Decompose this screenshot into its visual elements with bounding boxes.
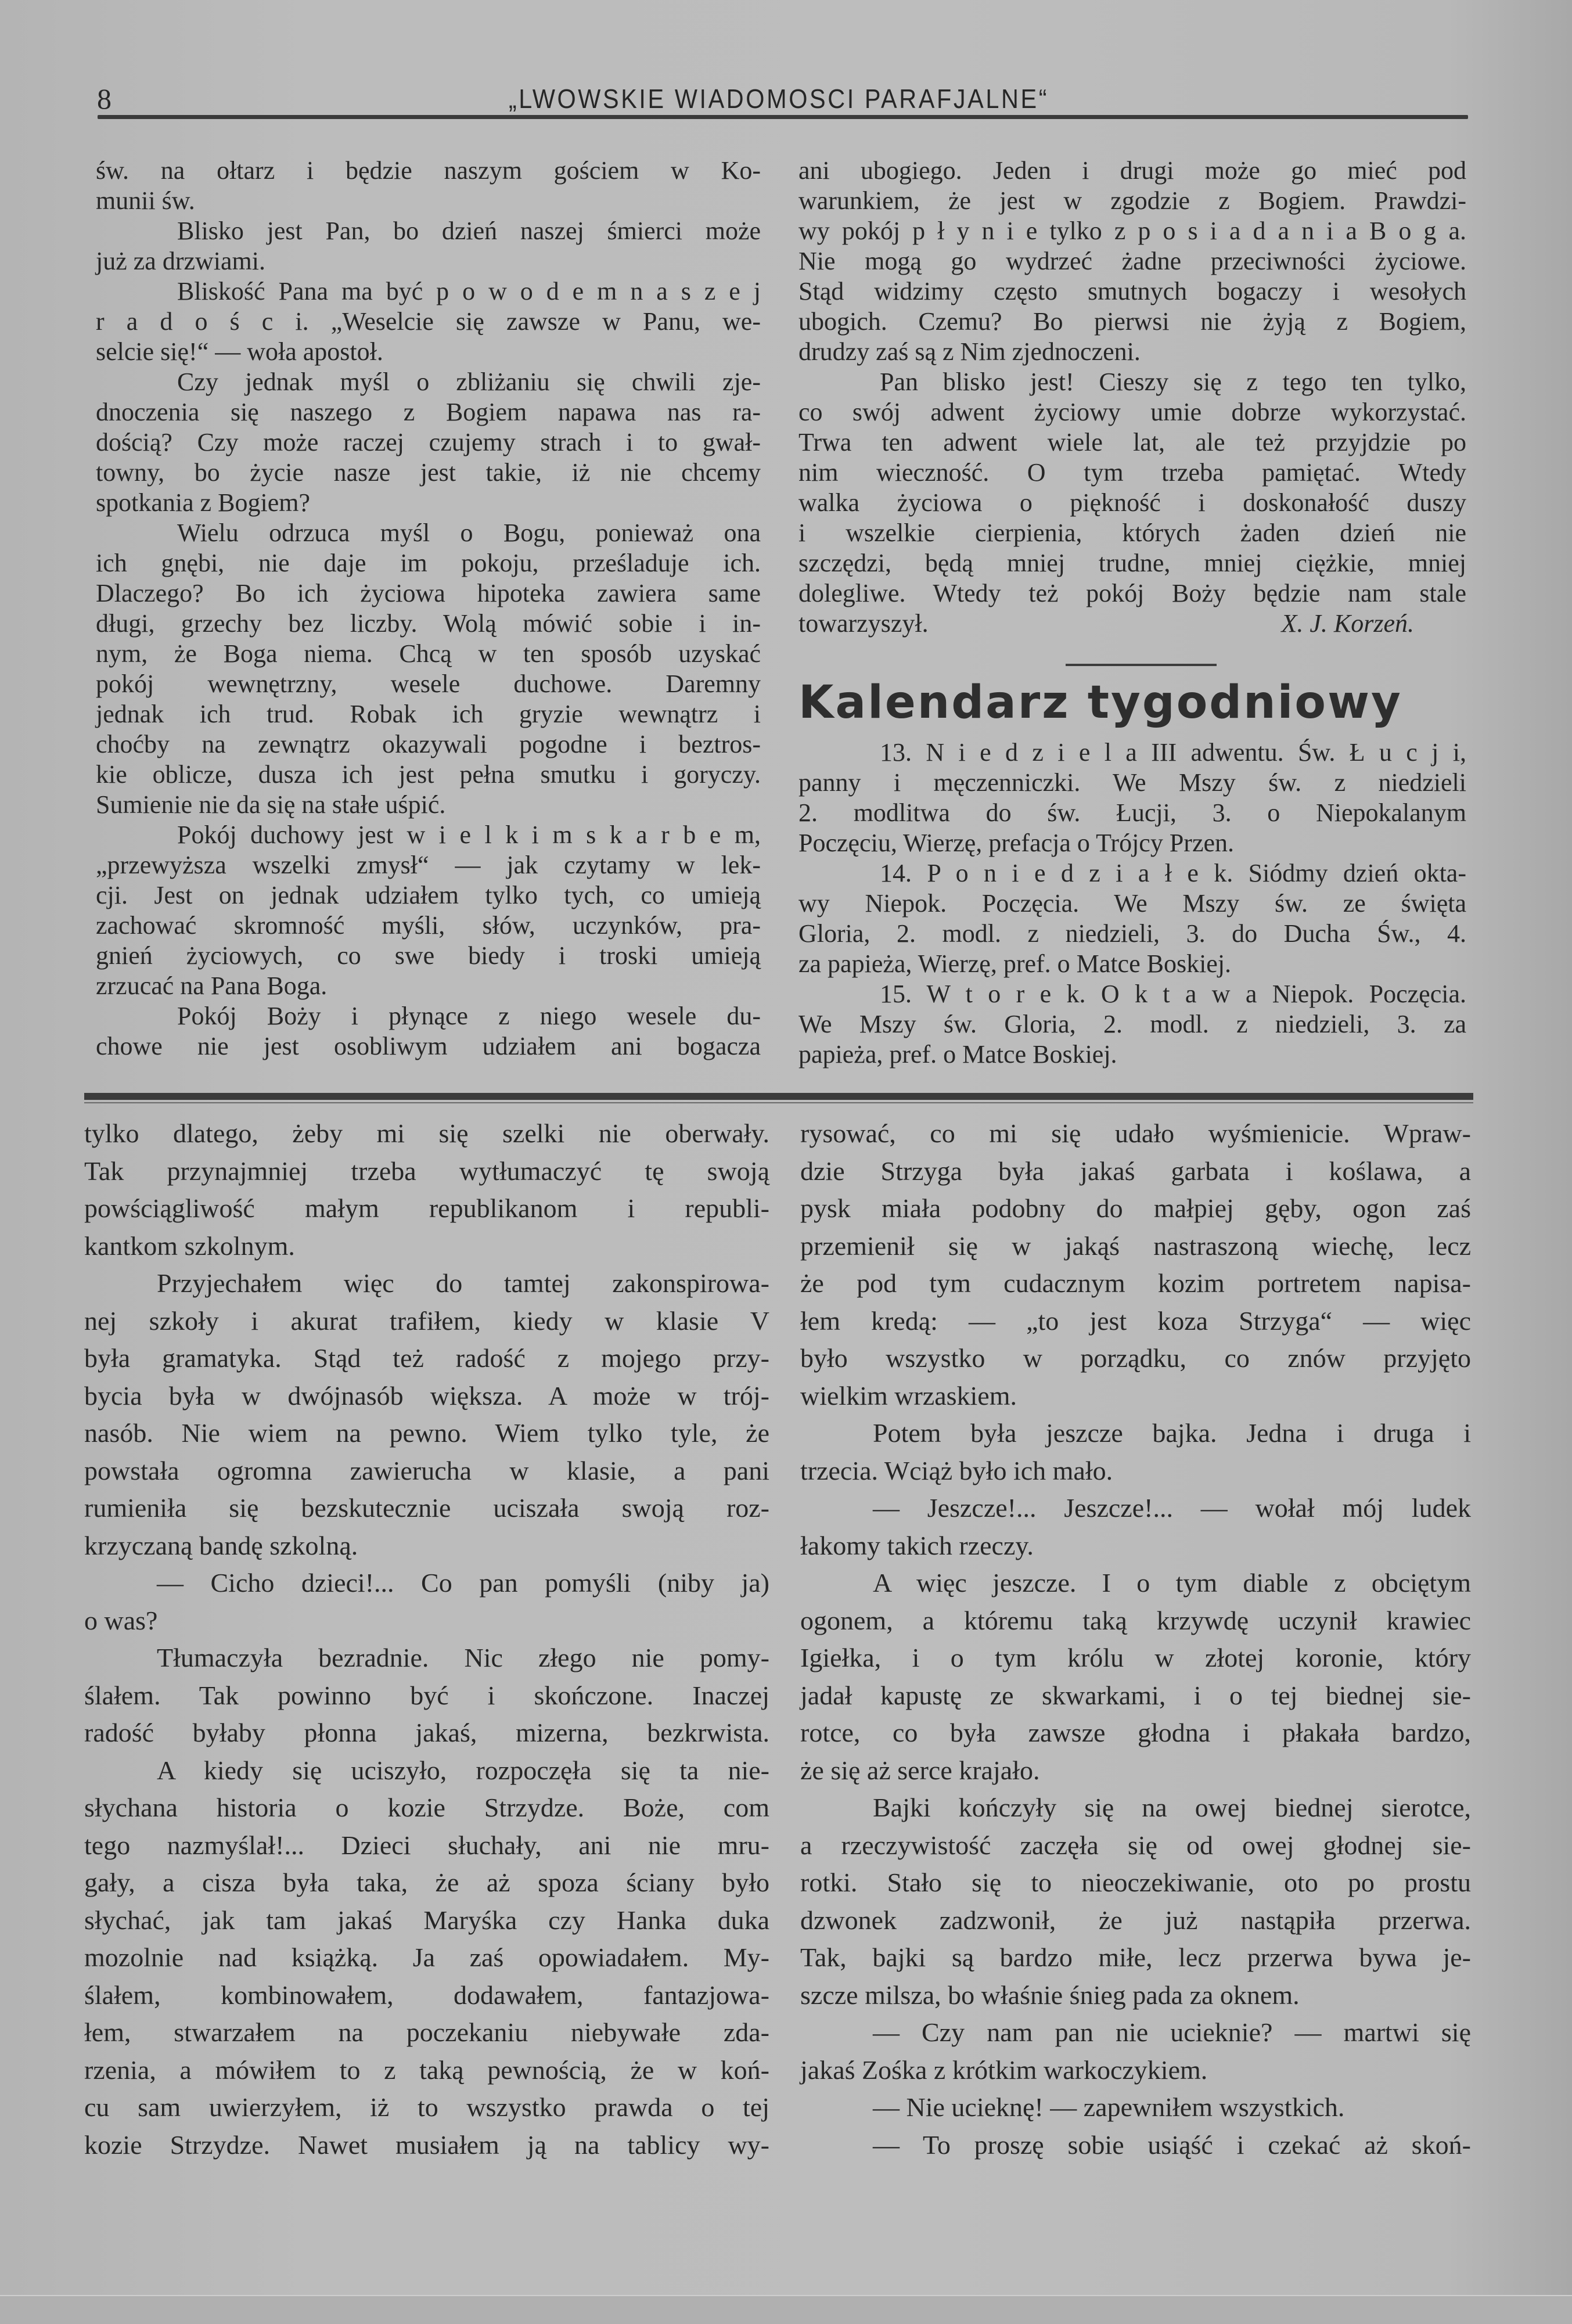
- text-line: wy Niepok. Poczęcia. We Mszy św. ze święta: [798, 889, 1466, 918]
- text-line: powściągliwość małym republikanom i republi-: [84, 1193, 769, 1223]
- text-line: rumieniła się bezskutecznie uciszała swoją roz-: [84, 1493, 769, 1523]
- article-closing: [798, 609, 1466, 639]
- text-line: zrzucać na Pana Boga.: [96, 972, 328, 1000]
- text-line: Pan blisko jest! Cieszy się z tego ten tylko,: [880, 368, 1466, 396]
- text-line: nym, że Boga niema. Chcą w ten sposób uzyskać: [96, 639, 761, 668]
- story-divider-thin-rule: [84, 1102, 1473, 1103]
- text-line: cji. Jest on jednak udziałem tylko tych, co umieją: [96, 881, 761, 909]
- text-line: A kiedy się uciszyło, rozpoczęła się ta nie-: [157, 1755, 769, 1785]
- text-line: — Cicho dzieci!... Co pan pomyśli (niby ja): [157, 1568, 769, 1598]
- text-line: choćby na zewnątrz okazywali pogodne i beztros-: [96, 730, 761, 758]
- text-line: drudzy zaś są z Nim zjednoczeni.: [798, 337, 1141, 366]
- text-line: jadał kapustę ze skwarkami, i o tej biednej sie-: [800, 1680, 1471, 1710]
- text-line: ogonem, a któremu taką krzywdę uczynił krawiec: [800, 1605, 1471, 1635]
- text-line: cu sam uwierzyłem, iż to wszystko prawda o tej: [84, 2092, 769, 2122]
- text-line: A więc jeszcze. I o tym diable z obciętym: [873, 1568, 1471, 1598]
- text-line: a rzeczywistość zaczęła się od owej głodnej sie-: [800, 1830, 1471, 1860]
- text-line: Trwa ten adwent wiele lat, ale też przyjdzie po: [798, 428, 1466, 456]
- author-signature: X. J. Korzeń.: [1281, 609, 1414, 638]
- text-line: — To proszę sobie usiąść i czekać aż skoń-: [873, 2129, 1471, 2160]
- journal-title: „LWOWSKIE WIADOMOSCI PARAFJALNE“: [508, 84, 1049, 114]
- text-line: jednak ich trud. Robak ich gryzie wewnątrz i: [96, 700, 761, 728]
- text-line: ślałem, kombinowałem, dodawałem, fantazjowa-: [84, 1980, 769, 2010]
- text-line: nim wieczność. O tym trzeba pamiętać. Wtedy: [798, 458, 1466, 487]
- text-line: co swój adwent życiowy umie dobrze wykorzystać.: [798, 398, 1466, 426]
- text-line: gnień życiowych, co swe biedy i troski umieją: [96, 941, 761, 970]
- text-line: łem kredą: — „to jest koza Strzyga“ — więc: [800, 1305, 1471, 1336]
- text-line: „przewyższa wszelki zmysł“ — jak czytamy w lek-: [96, 851, 761, 879]
- text-line: dzwonek zadzwonił, że już nastąpiła przerwa.: [800, 1905, 1471, 1935]
- text-line: było wszystko w porządku, co znów przyjęto: [800, 1343, 1471, 1373]
- text-line: 14. P o n i e d z i a ł e k. Siódmy dzień okta-: [880, 859, 1466, 887]
- text-line: jakaś Zośka z krótkim warkoczykiem.: [800, 2055, 1208, 2085]
- text-line: Nie mogą go wydrzeć żadne przeciwności życiowe.: [798, 247, 1466, 275]
- text-line: Blisko jest Pan, bo dzień naszej śmierci może: [177, 217, 761, 245]
- text-line: dzie Strzyga była jakaś garbata i koślawa, a: [800, 1156, 1471, 1186]
- text-line: Bliskość Pana ma być p o w o d e m n a s z e j: [177, 277, 761, 305]
- text-line: chowe nie jest osobliwym udziałem ani bogacza: [96, 1032, 761, 1060]
- text-line: św. na ołtarz i będzie naszym gościem w Ko-: [96, 156, 761, 185]
- text-line: powstała ogromna zawierucha w klasie, a pani: [84, 1455, 769, 1485]
- text-line: krzyczaną bandę szkolną.: [84, 1530, 358, 1560]
- text-line: dością? Czy może raczej czujemy strach i to gwał-: [96, 428, 761, 456]
- text-line: za papieża, Wierzę, pref. o Matce Boskiej.: [798, 949, 1232, 978]
- text-line: Czy jednak myśl o zbliżaniu się chwili zje-: [177, 368, 761, 396]
- text-line: rzenia, a mówiłem to z taką pewnością, że w koń-: [84, 2055, 769, 2085]
- text-line: przemienił się w jakąś nastraszoną wiechę, lecz: [800, 1231, 1471, 1261]
- text-line: dolegliwe. Wtedy też pokój Boży będzie nam stale: [798, 579, 1466, 607]
- text-line: słychać, jak tam jakaś Maryśka czy Hanka duka: [84, 1905, 769, 1935]
- calendar-title: Kalendarz tygodniowy: [798, 677, 1402, 729]
- text-line: radość byłaby płonna jakaś, mizerna, bezkrwista.: [84, 1718, 769, 1747]
- text-line: Gloria, 2. modl. z niedzieli, 3. do Ducha Św., 4.: [798, 919, 1466, 948]
- closing-line: towarzyszył.: [798, 609, 929, 638]
- text-line: Bajki kończyły się na owej biednej sierotce,: [873, 1793, 1471, 1822]
- text-line: — Nie ucieknę! — zapewniłem wszystkich.: [873, 2092, 1345, 2122]
- text-line: tego nazmyślał!... Dzieci słuchały, ani nie mru-: [84, 1830, 769, 1860]
- text-line: Pokój duchowy jest w i e l k i m s k a r b e m,: [177, 821, 761, 849]
- text-line: pysk miała podobny do małpiej gęby, ogon zaś: [800, 1193, 1471, 1223]
- text-line: gały, a cisza była taka, że aż spoza ściany było: [84, 1868, 769, 1897]
- text-line: warunkiem, że jest w zgodzie z Bogiem. Prawdzi-: [798, 186, 1466, 215]
- text-line: panny i męczenniczki. We Mszy św. z niedzieli: [798, 768, 1466, 797]
- article-right-column: [798, 156, 1466, 639]
- text-line: i wszelkie cierpienia, których żaden dzień nie: [798, 519, 1466, 547]
- text-line: spotkania z Bogiem?: [96, 488, 311, 517]
- text-line: wy pokój p ł y n i e tylko z p o s i a d a n i a B o g a.: [798, 217, 1466, 245]
- story-divider-rule: [84, 1093, 1473, 1100]
- text-line: We Mszy św. Gloria, 2. modl. z niedzieli, 3. za: [798, 1010, 1466, 1038]
- text-line: Tak przynajmniej trzeba wytłumaczyć tę swoją: [84, 1156, 769, 1186]
- text-line: rysować, co mi się udało wyśmienicie. Wpraw-: [800, 1118, 1471, 1148]
- text-line: 15. W t o r e k. O k t a w a Niepok. Poczęcia.: [880, 980, 1466, 1008]
- text-line: Potem była jeszcze bajka. Jedna i druga i: [873, 1418, 1471, 1448]
- text-line: bycia była w dwójnasób większa. A może w trój-: [84, 1380, 769, 1411]
- text-line: kozie Strzydze. Nawet musiałem ją na tablicy wy-: [84, 2129, 769, 2160]
- text-line: tylko dlatego, żeby mi się szelki nie oberwały.: [84, 1118, 769, 1148]
- text-line: była gramatyka. Stąd też radość z mojego przy-: [84, 1343, 769, 1373]
- text-line: ich gnębi, nie daje im pokoju, prześladuje ich.: [96, 549, 761, 577]
- article-right-lines: [798, 156, 1466, 609]
- text-line: kantkom szkolnym.: [84, 1231, 295, 1261]
- text-line: Tak, bajki są bardzo miłe, lecz przerwa bywa je-: [800, 1942, 1471, 1972]
- text-line: Stąd widzimy często smutnych bogaczy i wesołych: [798, 277, 1466, 305]
- text-line: walka życiowa o piękność i doskonałość duszy: [798, 488, 1466, 517]
- text-line: że pod tym cudacznym kozim portretem napisa-: [800, 1268, 1471, 1298]
- page-number: 8: [97, 82, 112, 115]
- text-line: munii św.: [96, 186, 195, 215]
- section-divider: [1066, 664, 1217, 666]
- text-line: szczędzi, będą mniej trudne, mniej ciężkie, mniej: [798, 549, 1466, 577]
- text-line: dnoczenia się naszego z Bogiem napawa nas ra-: [96, 398, 761, 426]
- calendar-entries: [798, 738, 1466, 1070]
- text-line: mozolnie nad książką. Ja zaś opowiadałem. My-: [84, 1942, 769, 1972]
- text-line: ani ubogiego. Jeden i drugi może go mieć pod: [798, 156, 1466, 185]
- text-line: nasób. Nie wiem na pewno. Wiem tylko tyle, że: [84, 1418, 769, 1448]
- text-line: Wielu odrzuca myśl o Bogu, ponieważ ona: [177, 519, 761, 547]
- text-line: — Czy nam pan nie ucieknie? — martwi się: [873, 2017, 1471, 2047]
- text-line: pokój wewnętrzny, wesele duchowe. Daremny: [96, 670, 761, 698]
- text-line: — Jeszcze!... Jeszcze!... — wołał mój ludek: [873, 1493, 1471, 1523]
- page-header: [90, 78, 1467, 119]
- story-right-column: [800, 1115, 1471, 2164]
- text-line: słychana historia o kozie Strzydze. Boże, com: [84, 1793, 769, 1822]
- text-line: zachować skromność myśli, słów, uczynków, pra-: [96, 911, 761, 940]
- text-line: nej szkoły i akurat trafiłem, kiedy w klasie V: [84, 1305, 769, 1336]
- text-line: ślałem. Tak powinno być i skończone. Inaczej: [84, 1680, 769, 1710]
- header-rule: [98, 115, 1468, 119]
- text-line: szcze milsza, bo właśnie śnieg pada za oknem.: [800, 1980, 1300, 2010]
- text-line: selcie się!“ — woła apostoł.: [96, 337, 383, 366]
- text-line: łem, stwarzałem na poczekaniu niebywałe zda-: [84, 2017, 769, 2047]
- story-left-column: [84, 1115, 769, 2164]
- text-line: kie oblicze, dusza ich jest pełna smutku i goryczy.: [96, 760, 761, 789]
- text-line: Sumienie nie da się na stałe uśpić.: [96, 790, 446, 819]
- text-line: wielkim wrzaskiem.: [800, 1380, 1017, 1411]
- text-line: rotki. Stało się to nieoczekiwanie, oto po prostu: [800, 1868, 1471, 1897]
- text-line: 2. modlitwa do św. Łucji, 3. o Niepokalanym: [798, 798, 1466, 827]
- text-line: Tłumaczyła bezradnie. Nic złego nie pomy-: [157, 1643, 769, 1672]
- text-line: 13. N i e d z i e l a III adwentu. Św. Ł u c j i,: [880, 738, 1466, 767]
- text-line: papieża, pref. o Matce Boskiej.: [798, 1040, 1117, 1069]
- text-line: już za drzwiami.: [96, 247, 265, 275]
- page-bottom-edge: [0, 2295, 1572, 2324]
- text-line: Igiełka, i o tym królu w złotej koronie, który: [800, 1643, 1471, 1672]
- text-line: o was?: [84, 1605, 158, 1635]
- text-line: że się aż serce krajało.: [800, 1755, 1040, 1785]
- text-line: ubogich. Czemu? Bo pierwsi nie żyją z Bogiem,: [798, 307, 1466, 336]
- text-line: rotce, co była zawsze głodna i płakała bardzo,: [800, 1718, 1471, 1747]
- text-line: r a d o ś c i. „Weselcie się zawsze w Panu, we-: [96, 307, 761, 336]
- text-line: łakomy takich rzeczy.: [800, 1530, 1034, 1560]
- text-line: Pokój Boży i płynące z niego wesele du-: [177, 1002, 761, 1030]
- text-line: Przyjechałem więc do tamtej zakonspirowa-: [157, 1268, 769, 1298]
- text-line: Poczęciu, Wierzę, prefacja o Trójcy Przen.: [798, 829, 1235, 857]
- article-left-column: [96, 156, 761, 1062]
- text-line: towny, bo życie nasze jest takie, iż nie chcemy: [96, 458, 761, 487]
- text-line: trzecia. Wciąż było ich mało.: [800, 1455, 1113, 1485]
- text-line: długi, grzechy bez liczby. Wolą mówić sobie i in-: [96, 609, 761, 638]
- text-line: Dlaczego? Bo ich życiowa hipoteka zawiera same: [96, 579, 761, 607]
